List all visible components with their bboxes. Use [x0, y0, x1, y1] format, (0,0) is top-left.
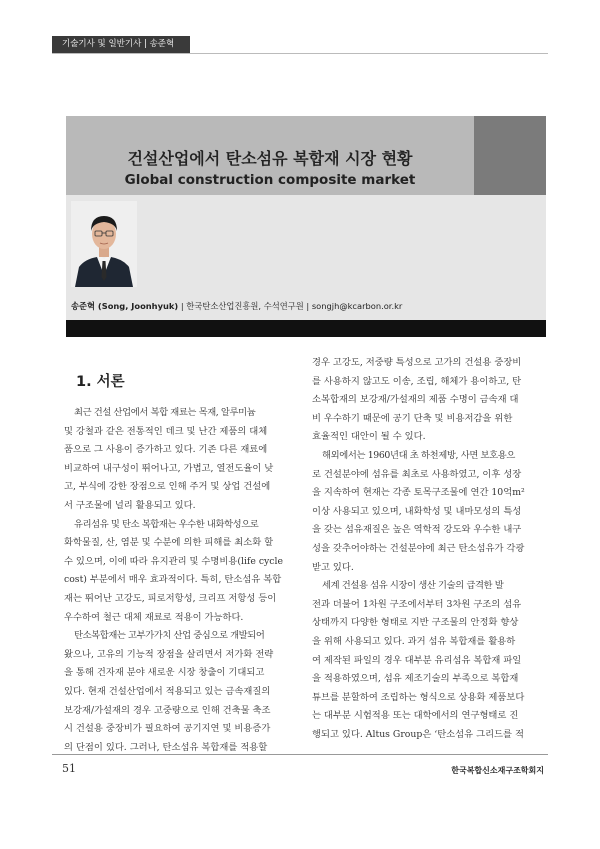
- text-line: 소복합재의 보강재/가설재의 제품 수명이 금속재 대: [312, 394, 519, 406]
- paragraph: [312, 354, 544, 447]
- author-portrait: [71, 201, 137, 287]
- text-line: 효율적인 대안이 될 수 있다.: [312, 431, 426, 443]
- footer-rule: [52, 754, 548, 755]
- text-line: 경우 고강도, 저중량 특성으로 고가의 건설용 중장비: [312, 357, 522, 368]
- text-line: 해외에서는 1960년대 초 하천제방, 사면 보호용으: [322, 449, 516, 461]
- text-line: 비교하여 내구성이 뛰어나고, 가볍고, 열전도율이 낮: [64, 462, 274, 474]
- text-line: 여 제작된 파일의 경우 대부분 유리섬유 복합재 파일: [312, 654, 522, 666]
- text-line: 있다. 현재 건설산업에서 적용되고 있는 금속재질의: [64, 685, 271, 697]
- text-line: 를 사용하지 않고도 이송, 조립, 해체가 용이하고, 탄: [312, 375, 522, 387]
- paragraph: [64, 516, 292, 628]
- section-heading: 1. 서론: [76, 374, 125, 390]
- text-line: 서 구조물에 널리 활용되고 있다.: [64, 499, 196, 511]
- text-line: 시 건설용 중장비가 필요하여 공기지연 및 비용증가: [64, 723, 271, 735]
- text-line: 을 적용하였으며, 섬유 제조기술의 부족으로 복합재: [312, 673, 519, 685]
- text-line: 왔으나, 고유의 기능적 장점을 살리면서 저가화 전략: [64, 648, 274, 660]
- paragraph: [312, 577, 544, 744]
- text-line: 비 우수하기 때문에 공기 단축 및 비용저감을 위한: [312, 412, 513, 424]
- author-photo-icon: [71, 201, 137, 287]
- author-affiliation: | 한국탄소산업진흥원, 수석연구원 | songjh@kcarbon.or.kr: [178, 301, 403, 311]
- text-line: 을 위해 사용되고 있다. 과거 섬유 복합재를 활용하: [312, 635, 516, 647]
- text-line: 전과 더불어 1차원 구조에서부터 3차원 구조의 섬유: [312, 598, 522, 610]
- text-line: 의 단점이 있다. 그러나, 탄소섬유 복합재를 적용할: [64, 741, 268, 753]
- page-number: 51: [62, 762, 76, 775]
- paragraph: [312, 447, 544, 577]
- body-column-right: [312, 354, 544, 744]
- text-line: 재는 뛰어난 고강도, 피로저항성, 크리프 저항성 등이: [64, 592, 277, 604]
- title-band-accent: [474, 116, 546, 195]
- text-line: 성을 갖추어야하는 건설분야에 최근 탄소섬유가 각광: [312, 542, 525, 554]
- text-line: 이상 사용되고 있으며, 내화학성 및 내마모성의 특성: [312, 505, 522, 517]
- text-line: 탄소복합재는 고부가가치 산업 중심으로 개발되어: [74, 630, 265, 642]
- text-line: cost) 부분에서 매우 효과적이다. 특히, 탄소섬유 복합: [64, 574, 282, 586]
- header-rule: [52, 53, 548, 54]
- text-line: 세계 건설용 섬유 시장이 생산 기술의 급격한 발: [322, 580, 504, 592]
- running-head: 기술기사 및 일반기사 | 송준혁: [52, 36, 190, 53]
- text-line: 상태까지 다양한 형태로 지반 구조물의 안정화 향상: [312, 617, 519, 629]
- text-line: 수 있으며, 이에 따라 유지관리 및 수명비용(life cycle: [64, 555, 283, 567]
- author-byline: [71, 300, 402, 312]
- paragraph: [64, 404, 292, 516]
- text-line: 고, 부식에 강한 장점으로 인해 주거 및 상업 건설에: [64, 481, 271, 493]
- text-line: 로 건설분야에 섬유를 최초로 사용하였고, 이후 성장: [312, 468, 522, 480]
- text-line: 을 갖는 섬유재질은 높은 역학적 강도와 우수한 내구: [312, 524, 522, 536]
- text-line: 보강재/가설재의 경우 고중량으로 인해 건축물 축조: [64, 704, 271, 716]
- text-line: 우수하여 철근 대체 재료로 적용이 가능하다.: [64, 611, 244, 623]
- text-line: 튜브를 분할하여 조립하는 형식으로 상용화 제품보다: [312, 691, 525, 703]
- text-line: 행되고 있다. Altus Group은 ‘탄소섬유 그리드를 적: [312, 728, 524, 740]
- text-line: 을 지속하여 현재는 각종 토목구조물에 연간 10억m²: [312, 487, 525, 499]
- text-line: 품으로 그 사용이 증가하고 있다. 기존 다른 재료에: [64, 444, 268, 456]
- body-column-left: [64, 404, 292, 757]
- paragraph: [64, 627, 292, 757]
- text-line: 화학물질, 산, 염분 및 수분에 의한 피해를 최소화 할: [64, 537, 274, 549]
- text-line: 는 대부분 시험적용 또는 대학에서의 연구형태로 진: [312, 710, 519, 722]
- text-line: 및 강철과 같은 전통적인 데크 및 난간 제품의 대체: [64, 425, 268, 437]
- text-line: 최근 건설 산업에서 복합 재료는 목재, 알루미늄: [74, 407, 256, 418]
- text-line: 받고 있다.: [312, 561, 354, 573]
- article-title-korean: 건설산업에서 탄소섬유 복합재 시장 현황: [127, 149, 413, 168]
- text-line: 을 통해 건자재 분야 새로운 시장 창출이 기대되고: [64, 667, 265, 679]
- text-line: 유리섬유 및 탄소 복합재는 우수한 내화학성으로: [74, 518, 259, 530]
- article-title-english: Global construction composite market: [124, 172, 416, 188]
- author-name: 송준혁 (Song, Joonhyuk): [71, 301, 179, 311]
- title-footer-bar: [66, 320, 546, 337]
- journal-name: 한국복합신소재구조학회지: [451, 766, 544, 775]
